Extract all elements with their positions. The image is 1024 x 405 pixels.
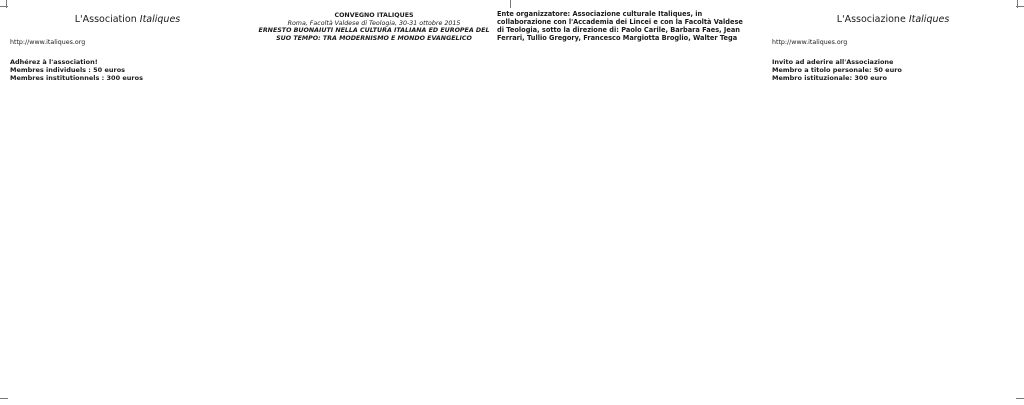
italian-membership bbox=[772, 58, 1014, 82]
conference-column-continued bbox=[497, 0, 747, 405]
french-title bbox=[10, 14, 245, 25]
italian-title bbox=[772, 14, 1014, 25]
french-title-italic: Italiques bbox=[139, 14, 181, 25]
crop-mark bbox=[6, 0, 7, 8]
french-title-prefix: L'Association bbox=[74, 14, 140, 25]
conference-subject: ERNESTO BUONAIUTI NELLA CULTURA ITALIANA ED EUROPEA DEL SUO TEMPO: TRA MODERNISMO E MONDO EVANGELICO bbox=[258, 27, 490, 42]
italian-membership-individual: Membro a titolo personale: 50 euro bbox=[772, 66, 902, 74]
italian-membership-heading: Invito ad aderire all'Associazione bbox=[772, 58, 894, 66]
french-column bbox=[10, 0, 245, 405]
crop-mark bbox=[1017, 0, 1018, 8]
french-membership-individual: Membres individuels : 50 euros bbox=[10, 66, 126, 74]
french-url[interactable]: http://www.italiques.org bbox=[10, 39, 86, 46]
italian-column bbox=[772, 0, 1014, 405]
italian-membership-institutional: Membro istituzionale: 300 euro bbox=[772, 74, 887, 82]
italian-title-italic: Italiques bbox=[908, 14, 950, 25]
conference-title: CONVEGNO ITALIQUES bbox=[334, 12, 414, 19]
organizer-credit: Ente organizzatore: Associazione culturale Italiques, in collaborazione con l'Accademia dei Lincei e con la Facoltà Valdese di Teologia, sotto la direzione di: Paolo Carile, Barbara Faes, Jean Ferrari, Tullio Gregory, Francesco Margiotta Broglio, Walter Tega bbox=[497, 10, 743, 42]
italian-url[interactable]: http://www.italiques.org bbox=[772, 39, 848, 46]
conference-place-date: Roma, Facoltà Valdese di Teologia, 30-31 ottobre 2015 bbox=[287, 19, 461, 27]
french-membership bbox=[10, 58, 245, 82]
conference-column bbox=[258, 0, 490, 405]
italian-title-prefix: L'Associazione bbox=[836, 14, 909, 25]
crop-mark bbox=[1016, 398, 1024, 399]
french-membership-heading: Adhérez à l'association! bbox=[10, 58, 98, 66]
conference-header bbox=[258, 12, 490, 42]
crop-mark bbox=[0, 398, 8, 399]
french-membership-institutional: Membres institutionnels : 300 euros bbox=[10, 74, 143, 82]
